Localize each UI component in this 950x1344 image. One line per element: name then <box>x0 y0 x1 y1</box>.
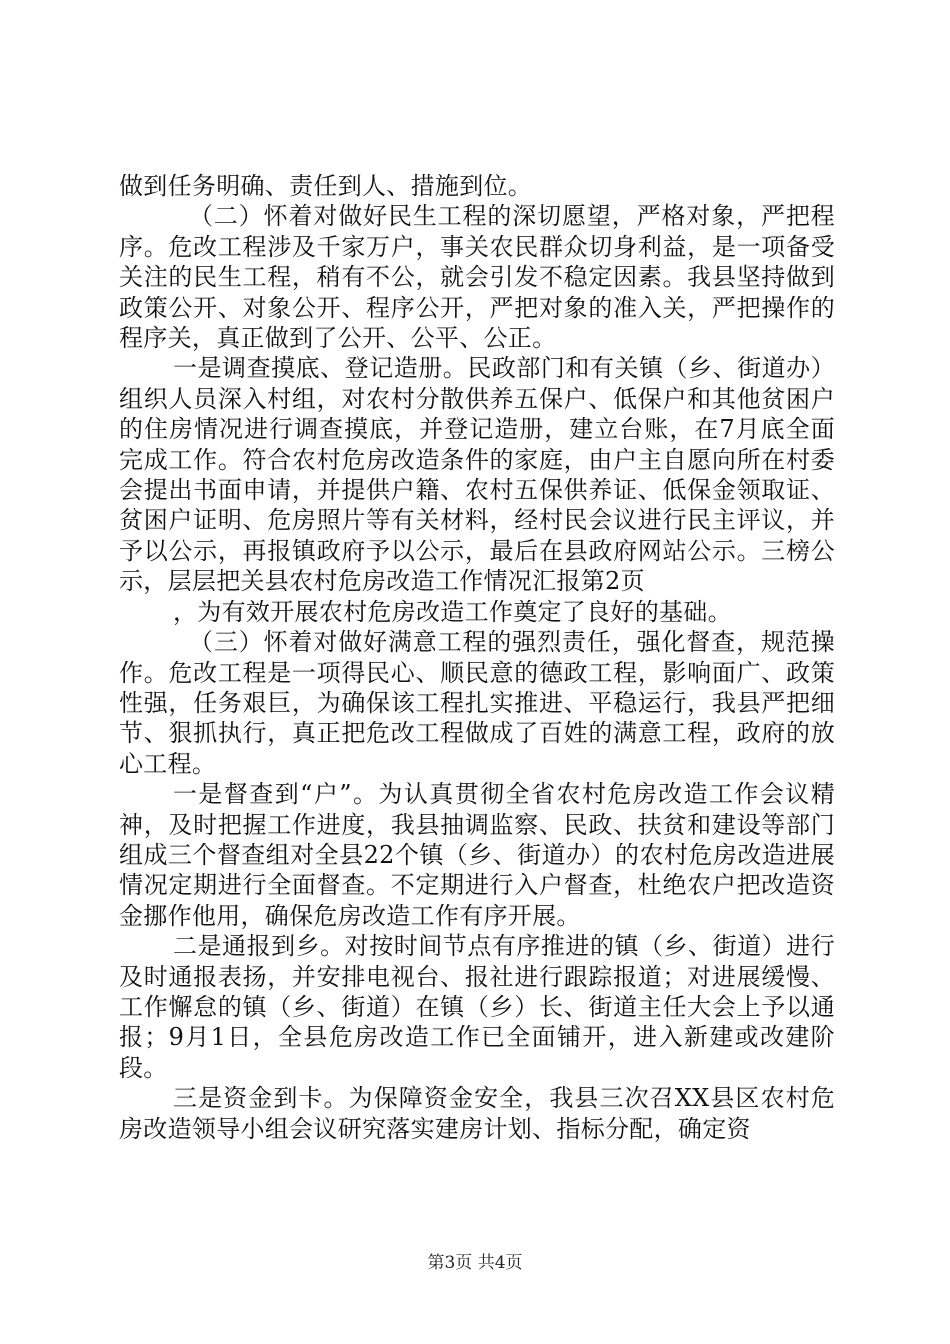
paragraph-4: ，为有效开展农村危房改造工作奠定了良好的基础。 <box>173 597 732 626</box>
document-body <box>119 171 835 1144</box>
paragraph-2: （二）怀着对做好民生工程的深切愿望，严格对象，严把程序。危改工程涉及千家万户，事关农民群众切身利益，是一项备受关注的民生工程，稍有不公，就会引发不稳定因素。我县坚持做到政策公开、对象公开、程序公开，严把对象的准入关，严把操作的程序关，真正做到了公开、公平、公正。 <box>119 202 835 353</box>
paragraph-8: 三是资金到卡。为保障资金安全，我县三次召XX县区农村危房改造领导小组会议研究落实建房计划、指标分配，确定资 <box>119 1084 835 1143</box>
paragraph-5: （三）怀着对做好满意工程的强烈责任，强化督查，规范操作。危改工程是一项得民心、顺民意的德政工程，影响面广、政策性强，任务艰巨，为确保该工程扎实推进、平稳运行，我县严把细节、狠抓执行，真正把危改工程做成了百姓的满意工程，政府的放心工程。 <box>119 628 835 778</box>
page-footer: 第3页 共4页 <box>427 1253 523 1273</box>
paragraph-3: 一是调查摸底、登记造册。民政部门和有关镇（乡、街道办）组织人员深入村组，对农村分散供养五保户、低保户和其他贫困户的住房情况进行调查摸底，并登记造册，建立台账，在7月底全面完成工作。符合农村危房改造条件的家庭，由户主自愿向所在村委会提出书面申请，并提供户籍、农村五保供养证、低保金领取证、贫困户证明、危房照片等有关材料，经村民会议进行民主评议，并予以公示，再报镇政府予以公示，最后在县政府网站公示。三榜公示，层层把关县农村危房改造工作情况汇报第2页 <box>119 354 835 596</box>
paragraph-6: 一是督查到“户”。为认真贯彻全省农村危房改造工作会议精神，及时把握工作进度，我县抽调监察、民政、扶贫和建设等部门组成三个督查组对全县22个镇（乡、街道办）的农村危房改造进展情况定期进行全面督查。不定期进行入户督查，杜绝农户把改造资金挪作他用，确保危房改造工作有序开展。 <box>119 780 835 930</box>
paragraph-7: 二是通报到乡。对按时间节点有序推进的镇（乡、街道）进行及时通报表扬，并安排电视台、报社进行跟踪报道；对进展缓慢、工作懈怠的镇（乡、街道）在镇（乡）长、街道主任大会上予以通报；9月1日，全县危房改造工作已全面铺开，进入新建或改建阶段。 <box>119 932 835 1082</box>
paragraph-1: 做到任务明确、责任到人、措施到位。 <box>119 172 533 200</box>
